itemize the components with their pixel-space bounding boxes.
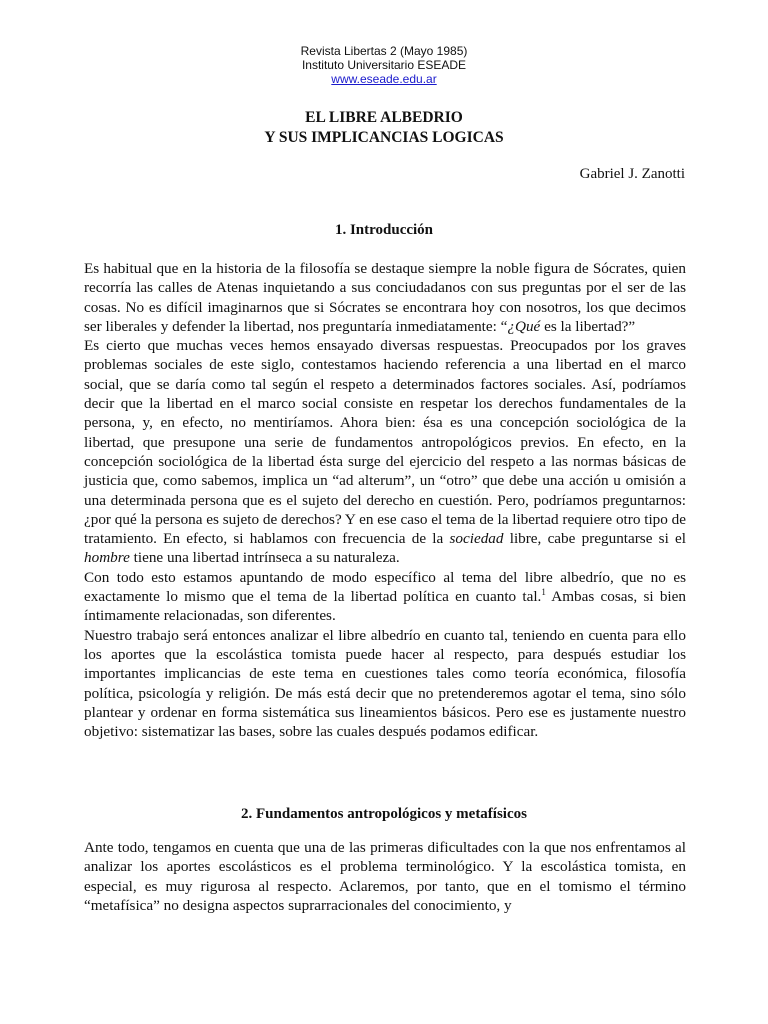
paragraph: Es habitual que en la historia de la filosofía se destaque siempre la noble figura de Sócrates, quien recorría las calles de Atenas inquietando a sus conciudadanos con sus preguntas por el ser de las cosas. No es difícil imaginarnos que si Sócrates se encontrara hoy con nosotros, los que decimos ser liberales y defender la libertad, nos preguntaría inmediatamente: “¿Qué es la libertad?” [84,260,686,335]
emphasis: ¿Qué [507,317,541,335]
institute-name: Instituto Universitario ESEADE [301,58,467,72]
section-heading-fundamentos: 2. Fundamentos antropológicos y metafísicos [241,806,527,822]
paragraph: Es cierto que muchas veces hemos ensayado diversas respuestas. Preocupados por los graves problemas sociales de este siglo, contestamos haciendo referencia a una libertad en el marco social, que se daría como tal según el respeto a determinados factores sociales. Así, podríamos decir que la libertad en el marco social consiste en respetar los derechos fundamentales de la persona, y, en efecto, no mentiríamos. Ahora bien: ésa es una concepción sociológica de la libertad, que presupone una serie de fundamentos antropológicos previos. En efecto, en la concepción sociológica de la libertad ésta surge del ejercicio del respeto a las normas básicas de justicia que, como sabemos, implica un “ad alterum”, un “otro” que debe una acción u omisión a una determinada persona que es el sujeto del derecho en cuestión. Pero, podríamos preguntarnos: ¿por qué la persona es sujeto de derechos? Y en ese caso el tema de la libertad requiere otro tipo de tratamiento. En efecto, si hablamos con frecuencia de la sociedad libre, cabe preguntarse si el hombre tiene una libertad intrínseca a su naturaleza. [84,337,686,567]
section2-body [84,838,686,915]
journal-header [0,44,768,86]
footnote-ref[interactable]: 1 [541,586,546,597]
section1-body [84,259,686,741]
title-line-1: EL LIBRE ALBEDRIO [305,109,463,126]
emphasis: hombre [84,549,130,567]
journal-name: Revista Libertas 2 (Mayo 1985) [300,44,468,58]
article-title [0,108,768,148]
paragraph: Ante todo, tengamos en cuenta que una de las primeras dificultades con la que nos enfrentamos al analizar los aportes escolásticos es el problema terminológico. Y la escolástica tomista, en especial, es muy rigurosa al respecto. Aclaremos, por tanto, que en el tomismo el término “metafísica” no designa aspectos suprarracionales del conocimiento, y [84,839,686,914]
section-heading-introduccion: 1. Introducción [334,222,434,238]
website-link[interactable]: www.eseade.edu.ar [331,72,437,86]
paragraph: Nuestro trabajo será entonces analizar el libre albedrío en cuanto tal, teniendo en cuenta para ello los aportes que la escolástica tomista puede hacer al respecto, para después estudiar los importantes implicancias de este tema en cuestiones tales como teoría económica, filosofía política, psicología y religión. De más está decir que no pretenderemos agotar el tema, sino sólo plantear y ordenar en forma sistemática sus lineamientos básicos. Pero ese es justamente nuestro objetivo: sistematizar las bases, sobre las cuales después podamos edificar. [84,626,686,741]
emphasis: sociedad [449,530,504,548]
author-name: Gabriel J. Zanotti [579,166,685,182]
title-line-2: Y SUS IMPLICANCIAS LOGICAS [264,129,504,146]
paragraph: Con todo esto estamos apuntando de modo específico al tema del libre albedrío, que no es exactamente lo mismo que el tema de la libertad política en cuanto tal.$^1$ Ambas cosas, si bien íntimamente relacionadas, son diferentes. [84,568,686,625]
